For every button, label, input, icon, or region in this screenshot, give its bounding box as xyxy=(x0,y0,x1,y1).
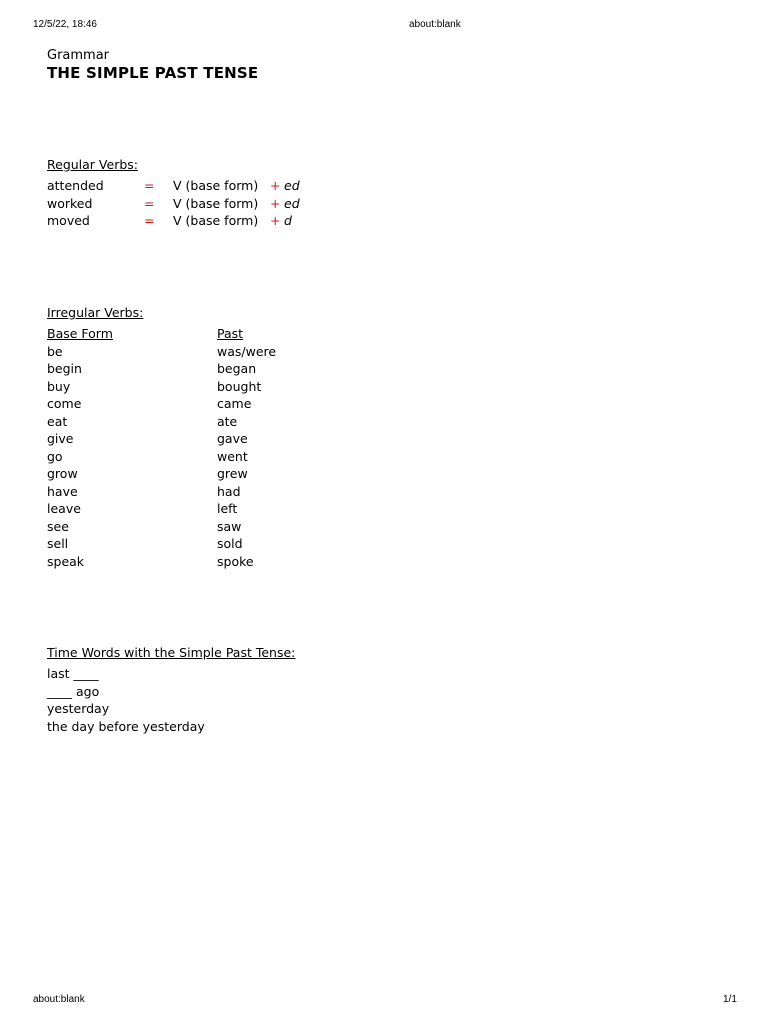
past-form: began xyxy=(217,361,257,376)
base-form: go xyxy=(47,448,63,464)
plus-sign: + xyxy=(270,195,281,211)
base-form: give xyxy=(47,431,74,446)
regular-verb: moved xyxy=(47,213,90,228)
past-form: went xyxy=(217,448,248,464)
base-form: begin xyxy=(47,361,82,376)
regular-verb: worked xyxy=(47,195,93,211)
past-form: was/were xyxy=(217,343,277,359)
past-form: came xyxy=(217,396,252,411)
past-form: gave xyxy=(217,431,248,446)
past-form: had xyxy=(217,483,241,499)
print-header-datetime: 12/5/22, 18:46 xyxy=(33,19,97,30)
plus-sign: + xyxy=(270,178,281,193)
base-form-column-header: Base Form xyxy=(47,326,113,341)
page-title: THE SIMPLE PAST TENSE xyxy=(47,64,259,82)
past-form: saw xyxy=(217,518,242,534)
print-footer-page-number: 1/1 xyxy=(723,994,737,1005)
past-column-header: Past xyxy=(217,326,244,341)
list-item: yesterday xyxy=(47,701,110,716)
list-item: last ____ xyxy=(47,666,99,681)
plus-sign: + xyxy=(270,213,281,228)
subject-label: Grammar xyxy=(47,48,110,63)
base-form-label: V (base form) xyxy=(173,178,259,193)
base-form: see xyxy=(47,518,69,534)
past-form: ate xyxy=(217,413,238,429)
regular-verbs-heading: Regular Verbs: xyxy=(47,157,138,172)
base-form: be xyxy=(47,343,63,359)
base-form: speak xyxy=(47,553,85,569)
base-form: eat xyxy=(47,413,68,429)
equals-sign: = xyxy=(144,178,155,193)
print-footer-url: about:blank xyxy=(33,994,85,1005)
base-form: have xyxy=(47,483,78,499)
suffix: ed xyxy=(284,178,300,193)
past-form: grew xyxy=(217,466,248,481)
base-form: leave xyxy=(47,501,81,516)
print-header-url: about:blank xyxy=(409,19,461,30)
past-form: left xyxy=(217,501,238,516)
suffix: ed xyxy=(284,195,300,211)
base-form: buy xyxy=(47,378,71,394)
base-form: sell xyxy=(47,536,69,551)
list-item: ____ ago xyxy=(47,683,100,699)
irregular-verbs-heading: Irregular Verbs: xyxy=(47,305,144,320)
regular-verb: attended xyxy=(47,178,104,193)
past-form: spoke xyxy=(217,553,254,569)
base-form: grow xyxy=(47,466,78,481)
equals-sign: = xyxy=(144,213,155,228)
time-words-list xyxy=(47,666,205,736)
equals-sign: = xyxy=(144,195,155,211)
base-form-label: V (base form) xyxy=(173,195,259,211)
list-item: the day before yesterday xyxy=(47,718,205,734)
suffix: d xyxy=(284,213,292,228)
base-form: come xyxy=(47,396,82,411)
time-words-heading: Time Words with the Simple Past Tense: xyxy=(47,645,296,660)
base-form-label: V (base form) xyxy=(173,213,259,228)
past-form: sold xyxy=(217,536,243,551)
past-form: bought xyxy=(217,378,262,394)
